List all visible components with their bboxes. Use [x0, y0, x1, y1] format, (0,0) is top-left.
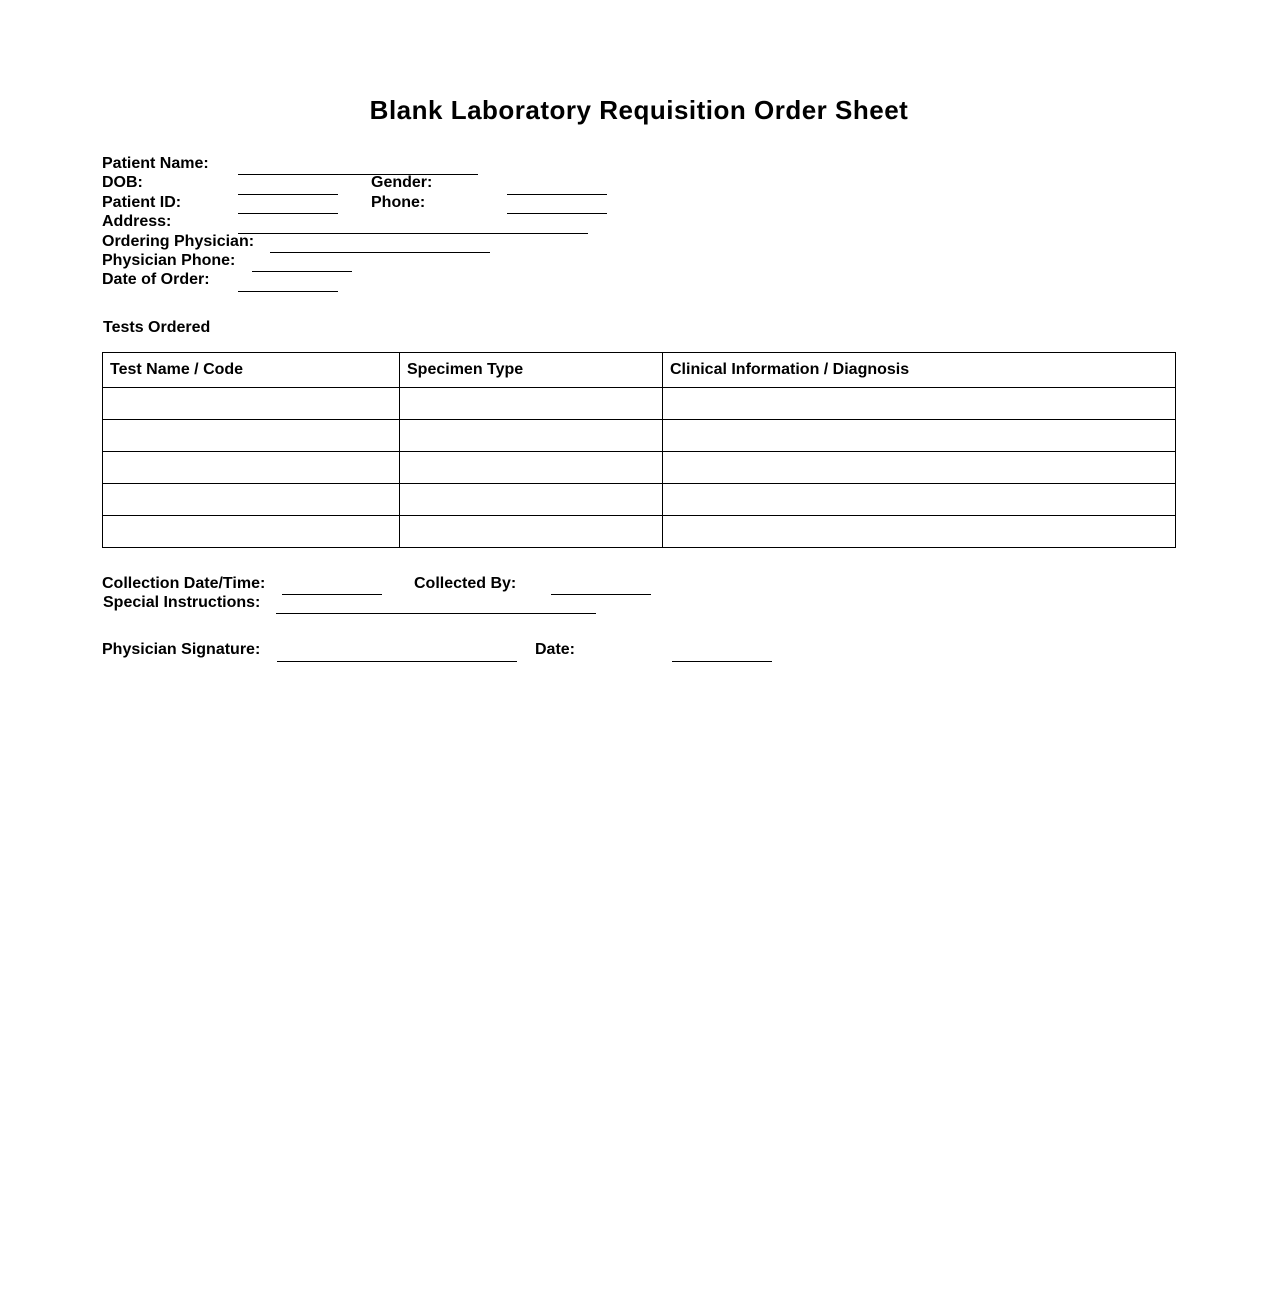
gender-label: Gender:: [371, 174, 433, 191]
signature-date-label: Date:: [535, 641, 576, 658]
ordering-physician-field[interactable]: [270, 252, 490, 253]
column-header: Test Name / Code: [103, 353, 400, 388]
table-cell[interactable]: [663, 452, 1176, 484]
ordering-physician-label: Ordering Physician:: [102, 233, 255, 250]
table-row: [103, 484, 1176, 516]
patient-id-field[interactable]: [238, 213, 338, 214]
physician-phone-field[interactable]: [252, 271, 352, 272]
special-instructions-label: Special Instructions:: [103, 594, 261, 611]
collection-datetime-field[interactable]: [282, 594, 382, 595]
table-cell[interactable]: [400, 388, 663, 420]
tests-table: [102, 352, 1176, 548]
table-header-row: [103, 353, 1176, 388]
collection-datetime-label: Collection Date/Time:: [102, 575, 266, 592]
signature-date-field[interactable]: [672, 661, 772, 662]
address-label: Address:: [102, 213, 172, 230]
physician-phone-label: Physician Phone:: [102, 252, 236, 269]
column-header: Clinical Information / Diagnosis: [663, 353, 1176, 388]
patient-name-label: Patient Name:: [102, 155, 209, 172]
special-instructions-field[interactable]: [276, 613, 596, 614]
table-cell[interactable]: [663, 420, 1176, 452]
table-cell[interactable]: [400, 452, 663, 484]
date-of-order-field[interactable]: [238, 291, 338, 292]
collected-by-label: Collected By:: [414, 575, 517, 592]
table-cell[interactable]: [663, 516, 1176, 548]
table-cell[interactable]: [400, 516, 663, 548]
table-row: [103, 452, 1176, 484]
table-cell[interactable]: [103, 452, 400, 484]
table-cell[interactable]: [400, 484, 663, 516]
table-row: [103, 420, 1176, 452]
table-cell[interactable]: [103, 516, 400, 548]
gender-field[interactable]: [507, 194, 607, 195]
table-row: [103, 388, 1176, 420]
collected-by-field[interactable]: [551, 594, 651, 595]
table-cell[interactable]: [663, 388, 1176, 420]
patient-name-field[interactable]: [238, 174, 478, 175]
dob-field[interactable]: [238, 194, 338, 195]
table-row: [103, 516, 1176, 548]
table-cell[interactable]: [103, 388, 400, 420]
tests-heading: Tests Ordered: [103, 319, 211, 336]
table-cell[interactable]: [103, 484, 400, 516]
physician-signature-field[interactable]: [277, 661, 517, 662]
patient-id-label: Patient ID:: [102, 194, 182, 211]
address-field[interactable]: [238, 233, 588, 234]
table-cell[interactable]: [103, 420, 400, 452]
phone-label: Phone:: [371, 194, 426, 211]
column-header: Specimen Type: [400, 353, 663, 388]
physician-signature-label: Physician Signature:: [102, 641, 261, 658]
date-of-order-label: Date of Order:: [102, 271, 210, 288]
phone-field[interactable]: [507, 213, 607, 214]
dob-label: DOB:: [102, 174, 143, 191]
table-cell[interactable]: [400, 420, 663, 452]
table-cell[interactable]: [663, 484, 1176, 516]
page-title: Blank Laboratory Requisition Order Sheet: [369, 95, 909, 125]
